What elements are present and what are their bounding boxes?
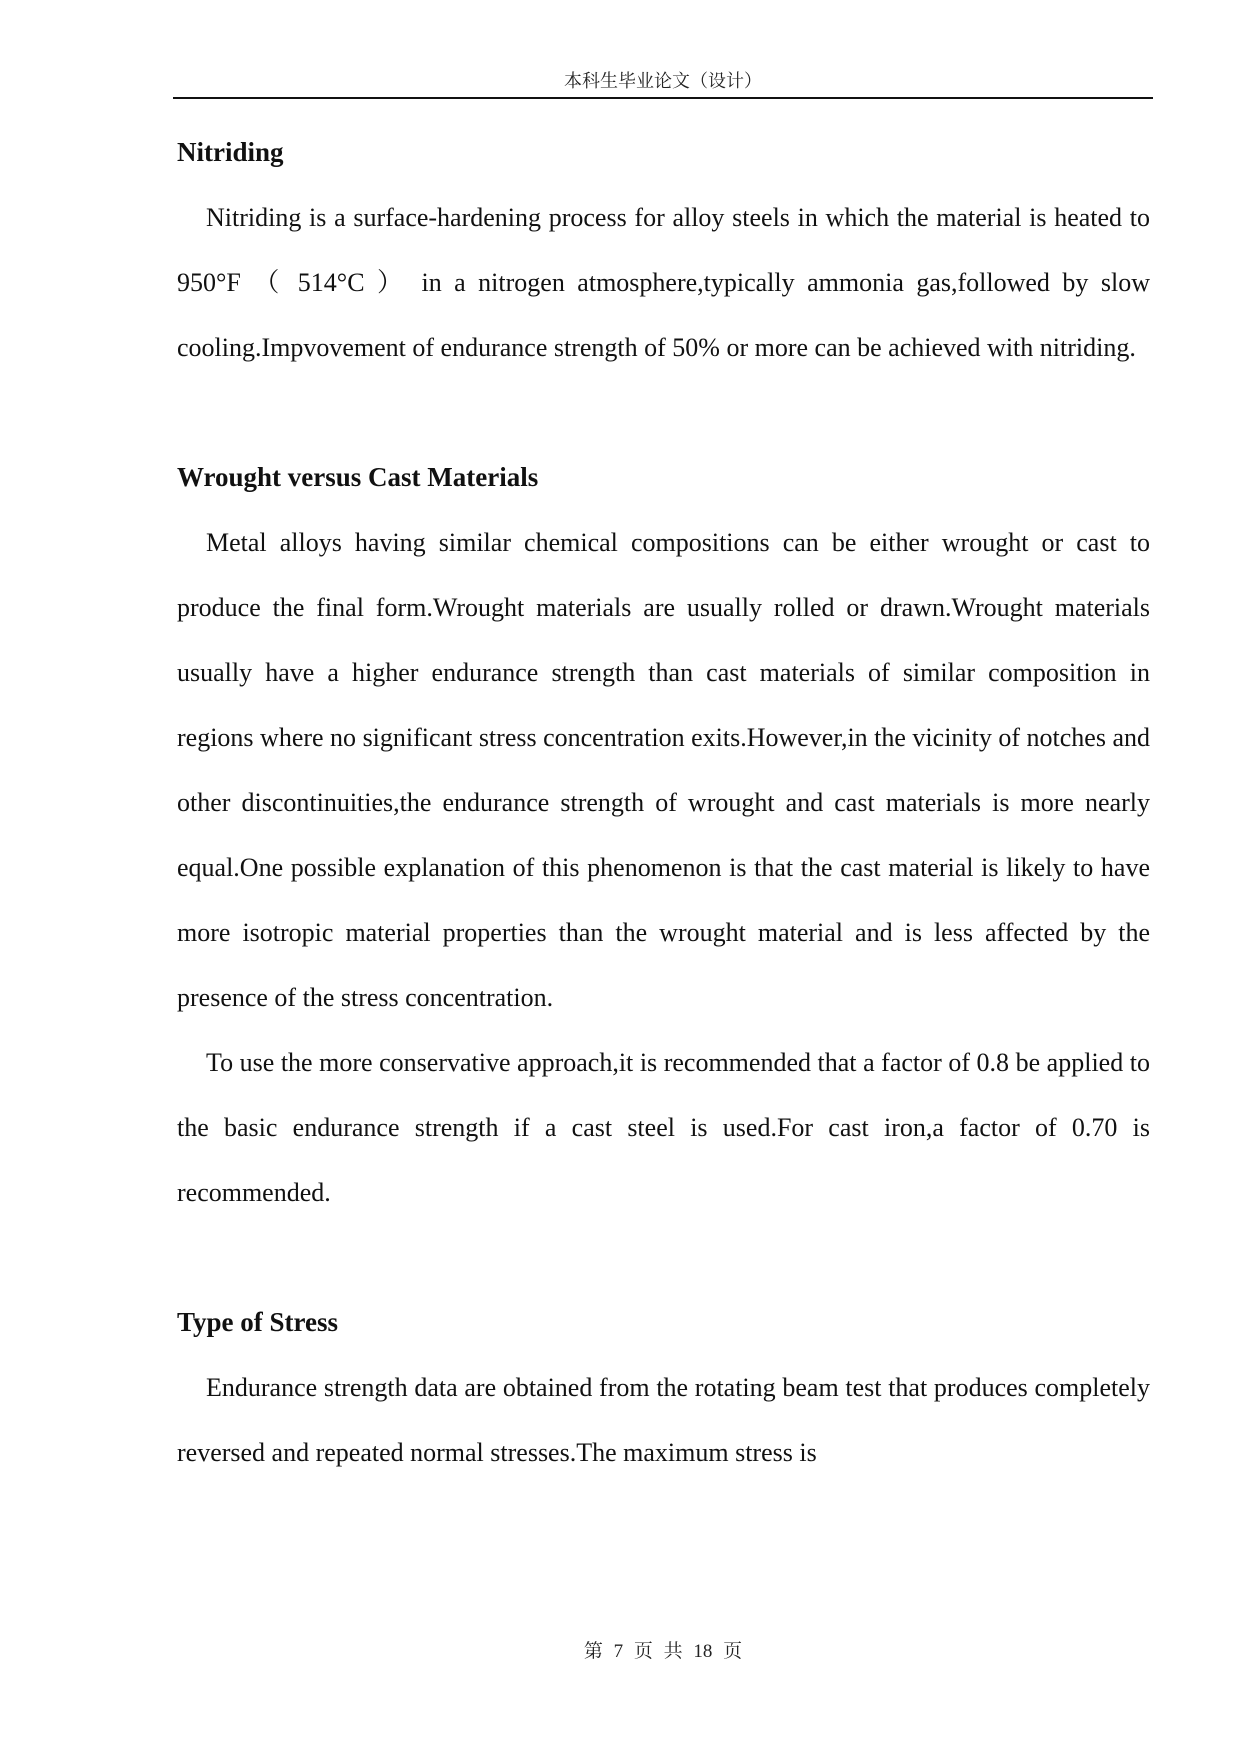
section-nitriding bbox=[177, 120, 1150, 380]
page-header: 本科生毕业论文（设计） bbox=[564, 71, 762, 91]
section-spacer bbox=[177, 1225, 1150, 1290]
header-divider bbox=[173, 97, 1153, 99]
section-heading: Type of Stress bbox=[177, 1307, 338, 1337]
paragraph: Endurance strength data are obtained from the rotating beam test that produces completely reversed and repeated normal stresses.The maximum stress is bbox=[177, 1373, 1150, 1467]
document-body bbox=[177, 120, 1150, 1485]
section-heading: Nitriding bbox=[177, 137, 284, 167]
section-spacer bbox=[177, 380, 1150, 445]
paragraph: To use the more conservative approach,it is recommended that a factor of 0.8 be applied to the basic endurance strength if a cast steel is used.For cast iron,a factor of 0.70 is recommended. bbox=[177, 1048, 1150, 1207]
section-wrought-versus-cast bbox=[177, 445, 1150, 1225]
section-heading: Wrought versus Cast Materials bbox=[177, 462, 539, 492]
paragraph: Nitriding is a surface-hardening process for alloy steels in which the material is heated to 950°F （ 514°C ） in a nitrogen atmosphere,typically ammonia gas,followed by slow cooling.Impvovement of endurance strength of 50% or more can be achieved with nitriding. bbox=[177, 203, 1150, 362]
section-type-of-stress bbox=[177, 1290, 1150, 1485]
page-number-footer: 第 7 页 共 18 页 bbox=[583, 1641, 743, 1662]
paragraph: Metal alloys having similar chemical compositions can be either wrought or cast to produce the final form.Wrought materials are usually rolled or drawn.Wrought materials usually have a higher endurance strength than cast materials of similar composition in regions where no significant stress concentration exits.However,in the vicinity of notches and other discontinuities,the endurance strength of wrought and cast materials is more nearly equal.One possible explanation of this phenomenon is that the cast material is likely to have more isotropic material properties than the wrought material and is less affected by the presence of the stress concentration. bbox=[177, 528, 1150, 1012]
